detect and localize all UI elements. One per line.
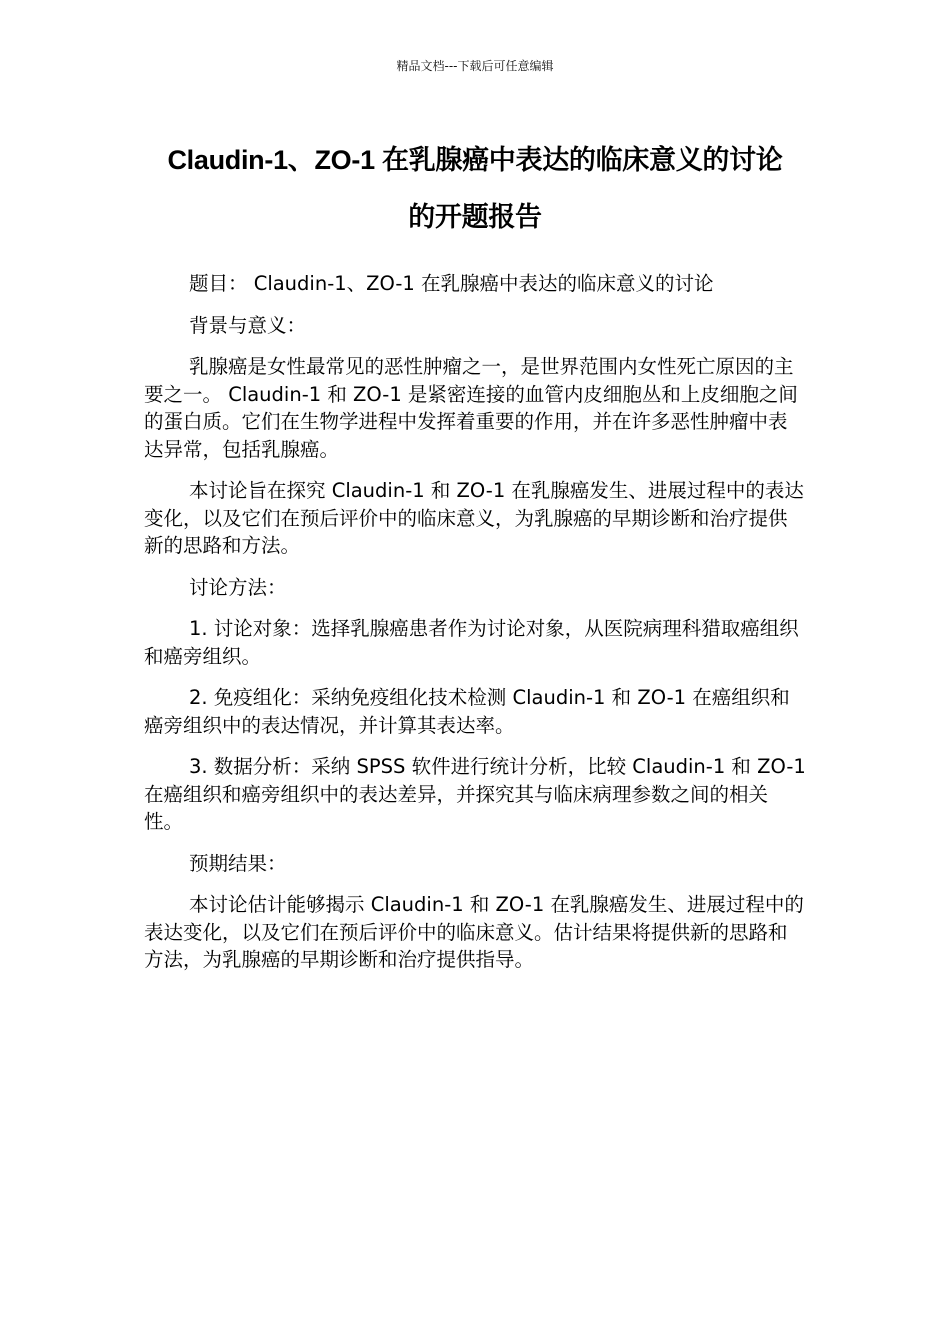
method-item-3: 3. 数据分析：采纳 SPSS 软件进行统计分析，比较 Claudin-1 和 ZO-1 在癌组织和癌旁组织中的表达差异，并探究其与临床病理参数之间的相关性。 — [144, 755, 806, 833]
title-line-2: 的开题报告 — [408, 202, 542, 232]
methods-heading: 讨论方法： — [189, 575, 287, 599]
background-heading: 背景与意义： — [189, 313, 307, 337]
title-line-1: Claudin-1、ZO-1 在乳腺癌中表达的临床意义的讨论 — [167, 145, 783, 175]
page-header: 精品文档---下载后可任意编辑 — [396, 59, 554, 73]
document-title — [140, 132, 810, 246]
document-body — [144, 270, 806, 988]
results-paragraph: 本讨论估计能够揭示 Claudin-1 和 ZO-1 在乳腺癌发生、进展过程中的表达变化，以及它们在预后评价中的临床意义。估计结果将提供新的思路和方法，为乳腺癌的早期诊断和治疗提供指导。 — [144, 893, 804, 971]
method-item-2: 2. 免疫组化：采纳免疫组化技术检测 Claudin-1 和 ZO-1 在癌组织和癌旁组织中的表达情况，并计算其表达率。 — [144, 686, 790, 737]
background-paragraph: 乳腺癌是女性最常见的恶性肿瘤之一，是世界范围内女性死亡原因的主要之一。 Claudin-1 和 ZO-1 是紧密连接的血管内皮细胞丛和上皮细胞之间的蛋白质。它们在生物学进程中发挥着重要的作用，并在许多恶性肿瘤中表达异常，包括乳腺癌。 — [144, 355, 798, 461]
aim-paragraph: 本讨论旨在探究 Claudin-1 和 ZO-1 在乳腺癌发生、进展过程中的表达变化，以及它们在预后评价中的临床意义，为乳腺癌的早期诊断和治疗提供新的思路和方法。 — [144, 479, 804, 557]
topic-paragraph: 题目： Claudin-1、ZO-1 在乳腺癌中表达的临床意义的讨论 — [189, 272, 714, 295]
results-heading: 预期结果： — [189, 851, 287, 875]
method-item-1: 1. 讨论对象：选择乳腺癌患者作为讨论对象，从医院病理科猎取癌组织和癌旁组织。 — [144, 617, 799, 668]
